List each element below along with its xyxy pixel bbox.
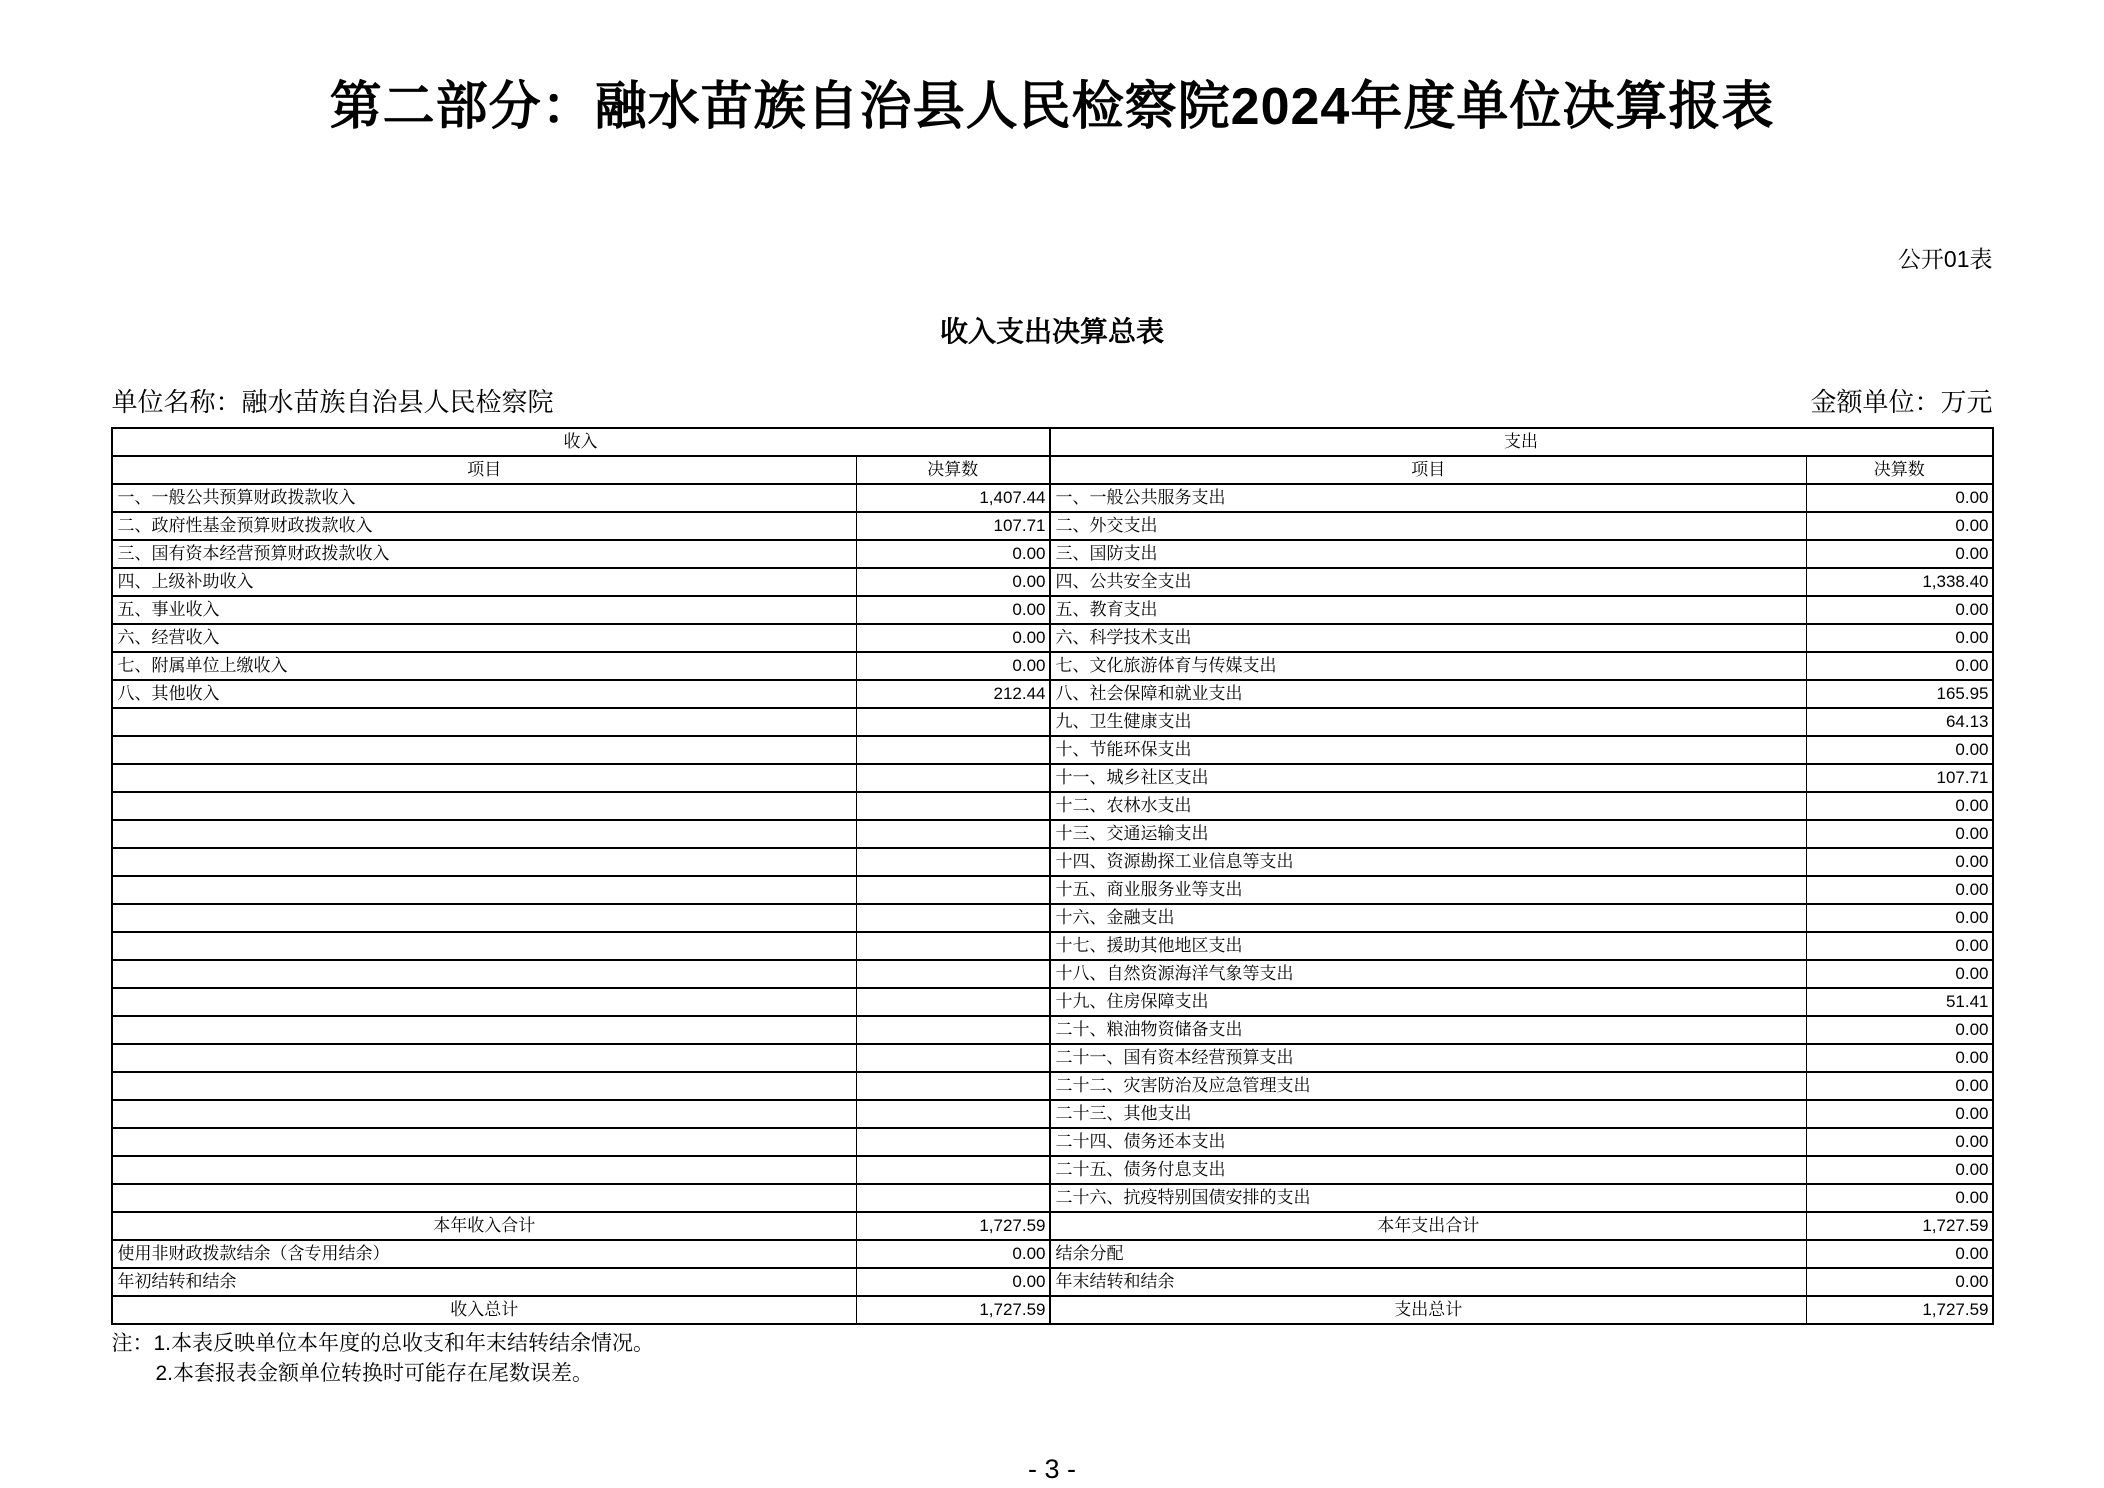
- expense-item-cell: 十二、农林水支出: [1050, 792, 1807, 820]
- note-line-2: 2.本套报表金额单位转换时可能存在尾数误差。: [155, 1362, 594, 1386]
- income-item-cell: [112, 1044, 857, 1072]
- income-item-cell: 一、一般公共预算财政拨款收入: [112, 484, 857, 512]
- income-item-cell: [112, 736, 857, 764]
- table-row: [112, 1072, 1993, 1100]
- expense-amount-cell: 0.00: [1807, 596, 1993, 624]
- income-amount-cell: [857, 820, 1050, 848]
- income-amount-cell: [857, 708, 1050, 736]
- expense-item-cell: 二十、粮油物资储备支出: [1050, 1016, 1807, 1044]
- table-row: [112, 1044, 1993, 1072]
- table-row: [112, 1184, 1993, 1212]
- expense-item-cell: 二十六、抗疫特别国债安排的支出: [1050, 1184, 1807, 1212]
- income-item-cell: [112, 1100, 857, 1128]
- income-amount-cell: [857, 1044, 1050, 1072]
- income-item-cell: 本年收入合计: [112, 1212, 857, 1240]
- income-section-header: 收入: [112, 428, 1050, 456]
- expense-item-cell: 二十三、其他支出: [1050, 1100, 1807, 1128]
- expense-item-cell: 一、一般公共服务支出: [1050, 484, 1807, 512]
- expense-item-cell: 五、教育支出: [1050, 596, 1807, 624]
- income-amount-cell: [857, 848, 1050, 876]
- table-row: [112, 1016, 1993, 1044]
- expense-amount-cell: 0.00: [1807, 1044, 1993, 1072]
- income-amount-cell: [857, 960, 1050, 988]
- expense-section-header: 支出: [1050, 428, 1993, 456]
- table-row: [112, 1100, 1993, 1128]
- table-row: [112, 596, 1993, 624]
- table-row: [112, 736, 1993, 764]
- table-notes: [112, 1329, 1993, 1390]
- income-item-header: 项目: [112, 456, 857, 484]
- expense-amount-cell: 0.00: [1807, 1240, 1993, 1268]
- expense-amount-cell: 165.95: [1807, 680, 1993, 708]
- income-item-cell: 使用非财政拨款结余（含专用结余）: [112, 1240, 857, 1268]
- expense-amount-cell: 0.00: [1807, 876, 1993, 904]
- expense-amount-cell: 0.00: [1807, 820, 1993, 848]
- income-amount-cell: 0.00: [857, 568, 1050, 596]
- table-row: [112, 624, 1993, 652]
- expense-amount-cell: 0.00: [1807, 960, 1993, 988]
- expense-amount-cell: 0.00: [1807, 1016, 1993, 1044]
- expense-amount-cell: 0.00: [1807, 1100, 1993, 1128]
- income-amount-cell: [857, 932, 1050, 960]
- income-amount-cell: [857, 1100, 1050, 1128]
- table-row: [112, 568, 1993, 596]
- income-item-cell: 四、上级补助收入: [112, 568, 857, 596]
- income-amount-cell: [857, 736, 1050, 764]
- income-item-cell: 三、国有资本经营预算财政拨款收入: [112, 540, 857, 568]
- income-item-cell: 七、附属单位上缴收入: [112, 652, 857, 680]
- section-header-row: [112, 428, 1993, 456]
- table-row: [112, 680, 1993, 708]
- expense-item-cell: 十六、金融支出: [1050, 904, 1807, 932]
- expense-amount-cell: 1,727.59: [1807, 1212, 1993, 1240]
- column-header-row: [112, 456, 1993, 484]
- income-item-cell: [112, 932, 857, 960]
- table-meta: [112, 382, 1993, 419]
- expense-item-cell: 二十二、灾害防治及应急管理支出: [1050, 1072, 1807, 1100]
- expense-item-header: 项目: [1050, 456, 1807, 484]
- summary-row: [112, 1296, 1993, 1324]
- table-row: [112, 708, 1993, 736]
- table-row: [112, 540, 1993, 568]
- income-amount-cell: 0.00: [857, 596, 1050, 624]
- income-amount-cell: 0.00: [857, 624, 1050, 652]
- income-amount-cell: 212.44: [857, 680, 1050, 708]
- income-item-cell: [112, 848, 857, 876]
- income-item-cell: 五、事业收入: [112, 596, 857, 624]
- income-item-cell: [112, 876, 857, 904]
- note-line-1: 注：1.本表反映单位本年度的总收支和年末结转结余情况。: [111, 1332, 655, 1355]
- expense-item-cell: 年末结转和结余: [1050, 1268, 1807, 1296]
- income-item-cell: 八、其他收入: [112, 680, 857, 708]
- income-item-cell: [112, 820, 857, 848]
- table-row: [112, 792, 1993, 820]
- page-title: 第二部分：融水苗族自治县人民检察院2024年度单位决算报表: [329, 78, 1775, 136]
- income-item-cell: 年初结转和结余: [112, 1268, 857, 1296]
- income-item-cell: [112, 960, 857, 988]
- income-amount-cell: 0.00: [857, 1268, 1050, 1296]
- expense-amount-cell: 0.00: [1807, 1072, 1993, 1100]
- income-item-cell: 六、经营收入: [112, 624, 857, 652]
- income-amount-cell: [857, 1072, 1050, 1100]
- expense-amount-cell: 0.00: [1807, 1268, 1993, 1296]
- expense-amount-cell: 1,338.40: [1807, 568, 1993, 596]
- income-amount-cell: 0.00: [857, 652, 1050, 680]
- income-amount-cell: 0.00: [857, 540, 1050, 568]
- income-amount-cell: [857, 1184, 1050, 1212]
- income-amount-cell: [857, 1016, 1050, 1044]
- income-expense-table: [111, 427, 1994, 1325]
- income-amount-header: 决算数: [857, 456, 1050, 484]
- income-item-cell: 二、政府性基金预算财政拨款收入: [112, 512, 857, 540]
- income-amount-cell: 0.00: [857, 1240, 1050, 1268]
- income-item-cell: [112, 1184, 857, 1212]
- income-item-cell: [112, 1128, 857, 1156]
- expense-amount-cell: 0.00: [1807, 652, 1993, 680]
- income-amount-cell: 1,407.44: [857, 484, 1050, 512]
- expense-item-cell: 结余分配: [1050, 1240, 1807, 1268]
- income-amount-cell: [857, 876, 1050, 904]
- expense-amount-cell: 0.00: [1807, 792, 1993, 820]
- expense-amount-cell: 0.00: [1807, 904, 1993, 932]
- income-item-cell: [112, 792, 857, 820]
- expense-item-cell: 六、科学技术支出: [1050, 624, 1807, 652]
- income-item-cell: [112, 1156, 857, 1184]
- income-item-cell: [112, 1016, 857, 1044]
- expense-amount-cell: 0.00: [1807, 1184, 1993, 1212]
- income-item-cell: [112, 764, 857, 792]
- table-row: [112, 876, 1993, 904]
- expense-amount-cell: 1,727.59: [1807, 1296, 1993, 1324]
- expense-amount-cell: 0.00: [1807, 540, 1993, 568]
- expense-item-cell: 十五、商业服务业等支出: [1050, 876, 1807, 904]
- income-item-cell: 收入总计: [112, 1296, 857, 1324]
- table-row: [112, 1128, 1993, 1156]
- income-amount-cell: [857, 792, 1050, 820]
- expense-item-cell: 七、文化旅游体育与传媒支出: [1050, 652, 1807, 680]
- expense-amount-header: 决算数: [1807, 456, 1993, 484]
- table-row: [112, 484, 1993, 512]
- income-amount-cell: 107.71: [857, 512, 1050, 540]
- expense-amount-cell: 0.00: [1807, 848, 1993, 876]
- summary-row: [112, 1268, 1993, 1296]
- expense-item-cell: 八、社会保障和就业支出: [1050, 680, 1807, 708]
- summary-row: [112, 1240, 1993, 1268]
- expense-item-cell: 十七、援助其他地区支出: [1050, 932, 1807, 960]
- expense-item-cell: 二十一、国有资本经营预算支出: [1050, 1044, 1807, 1072]
- income-amount-cell: [857, 764, 1050, 792]
- expense-amount-cell: 0.00: [1807, 1156, 1993, 1184]
- expense-item-cell: 支出总计: [1050, 1296, 1807, 1324]
- summary-row: [112, 1212, 1993, 1240]
- expense-amount-cell: 51.41: [1807, 988, 1993, 1016]
- expense-item-cell: 十三、交通运输支出: [1050, 820, 1807, 848]
- expense-amount-cell: 0.00: [1807, 1128, 1993, 1156]
- income-amount-cell: [857, 904, 1050, 932]
- table-row: [112, 932, 1993, 960]
- table-row: [112, 764, 1993, 792]
- table-row: [112, 1156, 1993, 1184]
- income-amount-cell: 1,727.59: [857, 1212, 1050, 1240]
- table-row: [112, 848, 1993, 876]
- table-row: [112, 960, 1993, 988]
- income-item-cell: [112, 988, 857, 1016]
- expense-item-cell: 十一、城乡社区支出: [1050, 764, 1807, 792]
- expense-item-cell: 二十五、债务付息支出: [1050, 1156, 1807, 1184]
- expense-amount-cell: 0.00: [1807, 512, 1993, 540]
- expense-item-cell: 十四、资源勘探工业信息等支出: [1050, 848, 1807, 876]
- expense-amount-cell: 0.00: [1807, 484, 1993, 512]
- expense-item-cell: 九、卫生健康支出: [1050, 708, 1807, 736]
- income-item-cell: [112, 904, 857, 932]
- unit-name-label: 单位名称：融水苗族自治县人民检察院: [111, 387, 554, 417]
- expense-amount-cell: 0.00: [1807, 736, 1993, 764]
- income-amount-cell: [857, 1156, 1050, 1184]
- income-item-cell: [112, 708, 857, 736]
- expense-item-cell: 二十四、债务还本支出: [1050, 1128, 1807, 1156]
- table-row: [112, 652, 1993, 680]
- expense-item-cell: 四、公共安全支出: [1050, 568, 1807, 596]
- table-row: [112, 904, 1993, 932]
- expense-item-cell: 二、外交支出: [1050, 512, 1807, 540]
- expense-amount-cell: 0.00: [1807, 624, 1993, 652]
- expense-item-cell: 三、国防支出: [1050, 540, 1807, 568]
- amount-unit-label: 金额单位：万元: [1810, 387, 1993, 417]
- expense-amount-cell: 64.13: [1807, 708, 1993, 736]
- table-row: [112, 988, 1993, 1016]
- expense-amount-cell: 107.71: [1807, 764, 1993, 792]
- income-item-cell: [112, 1072, 857, 1100]
- table-row: [112, 512, 1993, 540]
- expense-item-cell: 十、节能环保支出: [1050, 736, 1807, 764]
- table-title: 收入支出决算总表: [939, 316, 1164, 347]
- table-row: [112, 820, 1993, 848]
- income-amount-cell: [857, 988, 1050, 1016]
- expense-amount-cell: 0.00: [1807, 932, 1993, 960]
- income-amount-cell: 1,727.59: [857, 1296, 1050, 1324]
- expense-item-cell: 本年支出合计: [1050, 1212, 1807, 1240]
- expense-item-cell: 十九、住房保障支出: [1050, 988, 1807, 1016]
- expense-item-cell: 十八、自然资源海洋气象等支出: [1050, 960, 1807, 988]
- form-code-label: 公开01表: [1897, 246, 1993, 272]
- page-number: - 3 -: [1027, 1453, 1076, 1484]
- income-amount-cell: [857, 1128, 1050, 1156]
